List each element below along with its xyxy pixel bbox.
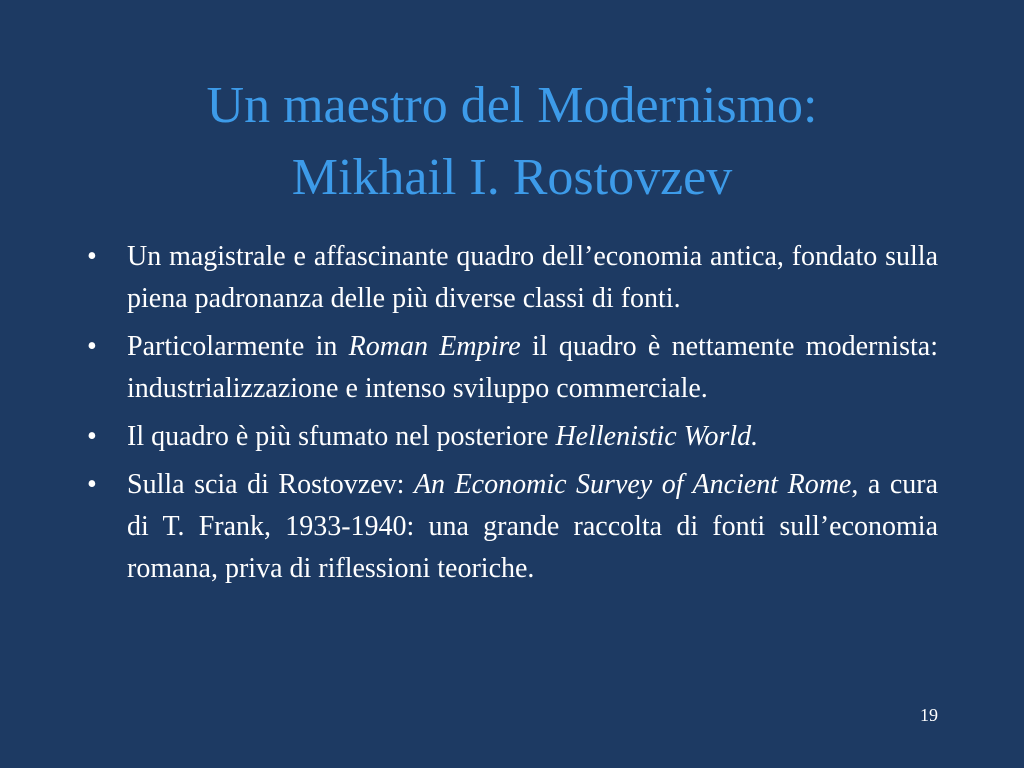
bullet-dot: • xyxy=(87,421,97,452)
title-line-1: Un maestro del Modernismo: xyxy=(206,77,818,134)
bullet-item xyxy=(80,464,938,590)
bullet-text-post: , a cura di T. Frank, 1933-1940: una grande raccolta di fonti sull’economia romana, priva di riflessioni teoriche. xyxy=(127,469,939,584)
bullet-dot: • xyxy=(87,331,97,362)
bullet-text-pre: Sulla scia di Rostovzev: xyxy=(127,469,414,500)
bullet-text-italic: Hellenistic World. xyxy=(555,421,759,452)
bullet-dot: • xyxy=(87,469,97,500)
bullet-item xyxy=(80,416,938,458)
bullet-text-italic: An Economic Survey of Ancient Rome xyxy=(413,469,852,500)
bullet-text-pre: Il quadro è più sfumato nel posteriore xyxy=(127,421,556,452)
slide-title xyxy=(0,70,1024,214)
bullet-dot: • xyxy=(87,241,97,272)
bullet-text-pre: Particolarmente in xyxy=(127,331,349,362)
bullet-text: Un magistrale e affascinante quadro dell’economia antica, fondato sulla piena padronanza delle più diverse classi di fonti. xyxy=(127,241,938,314)
bullet-text-post: il quadro è nettamente modernista: industrializzazione e intenso sviluppo commerciale. xyxy=(127,331,938,404)
title-line-2: Mikhail I. Rostovzev xyxy=(291,149,733,206)
page-number: 19 xyxy=(920,705,938,725)
bullet-item xyxy=(80,326,938,410)
bullet-list xyxy=(80,236,938,596)
bullet-item xyxy=(80,236,938,320)
bullet-text-italic: Roman Empire xyxy=(348,331,521,362)
